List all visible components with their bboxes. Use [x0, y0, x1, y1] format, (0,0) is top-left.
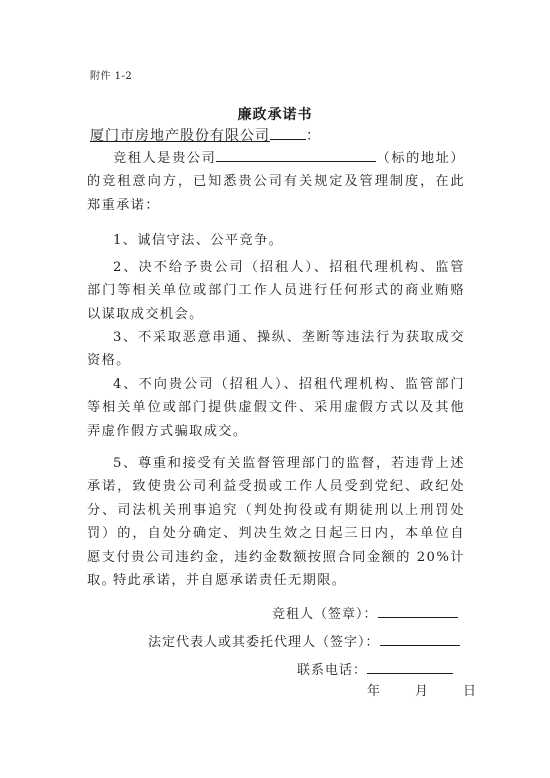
representative-signature-label: 法定代表人或其委托代理人（签字）： — [148, 635, 380, 650]
commitment-item-4: 4、不向贵公司（招租人）、招租代理机构、监管部门等相关单位或部门提供虚假文件、采用虚假方式以及其他弄虚作假方式骗取成交。 — [87, 377, 465, 439]
closing-statement: 特此承诺，并自愿承诺责任无期限。 — [113, 573, 347, 588]
addressee-blank — [270, 127, 306, 140]
intro-text-before: 竞租人是贵公司 — [113, 151, 217, 166]
document-title: 廉政承诺书 — [237, 107, 313, 123]
bidder-signature-line — [272, 603, 458, 622]
intro-text-after: （标的地址）的竞租意向方，已知悉贵公司有关规定及管理制度，在此郑重承诺： — [87, 151, 465, 213]
date-month: 月 — [415, 684, 430, 699]
commitment-item-2: 2、决不给予贵公司（招租人）、招租代理机构、监管部门等相关单位或部门工作人员进行任何形式的商业贿赂以谋取成交机会。 — [87, 260, 465, 322]
attachment-label: 附件 1-2 — [90, 71, 133, 82]
phone-blank — [367, 661, 453, 674]
commitment-item-3: 3、不采取恶意串通、操纵、垄断等违法行为获取成交资格。 — [87, 330, 465, 369]
commitment-item-5: 5、尊重和接受有关监督管理部门的监督，若违背上述承诺，致使贵公司利益受损或工作人员受到党纪、政纪处分、司法机关刑事追究（判处拘役或有期徒刑以上刑罚处罚）的，自处分确定、判决生效之日起三日内，本单位自愿支付贵公司违约金，违约金数额按照合同金额的 20%计取。 — [87, 456, 465, 589]
representative-signature-line — [148, 631, 460, 650]
phone-label: 联系电话： — [297, 663, 368, 678]
commitment-item-1: 1、诚信守法、公平竞争。 — [113, 233, 284, 248]
intro-paragraph — [87, 147, 465, 217]
date-line — [367, 680, 477, 699]
bidder-signature-label: 竞租人（签章）： — [272, 607, 378, 622]
property-address-blank — [216, 149, 376, 162]
date-year: 年 — [367, 684, 382, 699]
addressee-colon: ： — [306, 128, 321, 144]
addressee-line — [90, 125, 321, 145]
representative-signature-blank — [380, 633, 460, 646]
date-day: 日 — [463, 684, 478, 699]
bidder-signature-blank — [378, 605, 458, 618]
phone-line — [297, 659, 453, 678]
addressee-name: 厦门市房地产股份有限公司 — [90, 128, 270, 144]
